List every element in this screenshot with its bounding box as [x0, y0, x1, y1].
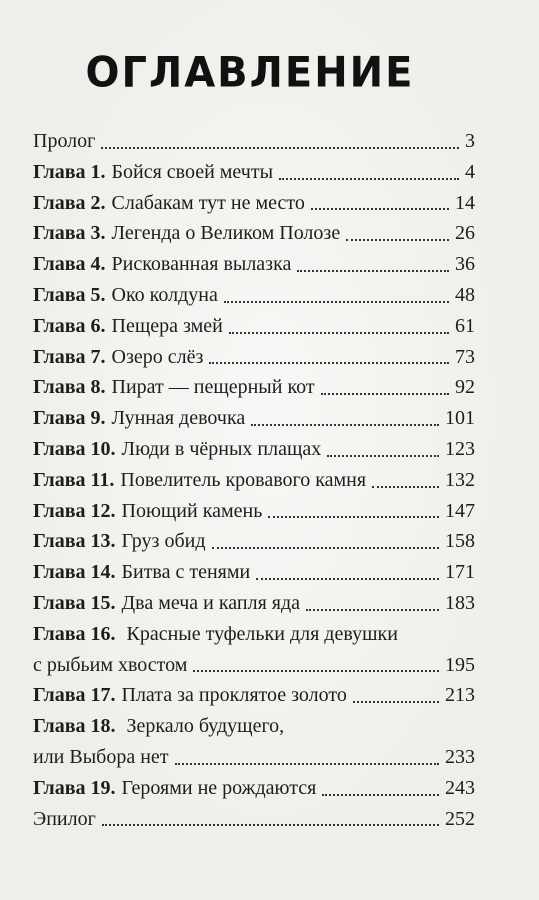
entry-title: Битва с тенями — [121, 561, 251, 584]
toc-entry-chapter-1[interactable] — [33, 157, 475, 188]
chapter-label: Глава 9. — [33, 407, 106, 430]
dot-leader — [322, 794, 439, 796]
entry-page: 233 — [445, 745, 475, 768]
chapter-label: Глава 10. — [33, 437, 116, 460]
toc-entry-chapter-15[interactable] — [33, 588, 475, 619]
entry-page: 14 — [455, 191, 475, 214]
toc-entry-chapter-6[interactable] — [33, 311, 475, 342]
dot-leader — [279, 178, 459, 180]
entry-title: Пролог — [33, 130, 96, 152]
dot-leader — [321, 393, 449, 395]
chapter-label: Глава 15. — [33, 591, 116, 614]
chapter-label: Глава 1. — [33, 160, 106, 183]
entry-title: Героями не рождаются — [121, 776, 317, 799]
entry-page: 36 — [455, 253, 475, 276]
toc-entry-chapter-3[interactable] — [33, 218, 475, 249]
dot-leader — [311, 208, 449, 210]
entry-page: 243 — [445, 776, 475, 799]
entry-title: Люди в чёрных плащах — [121, 437, 322, 460]
dot-leader — [353, 701, 439, 703]
toc-entry-chapter-19[interactable] — [33, 773, 475, 804]
entry-title: Эпилог — [33, 807, 96, 830]
toc-entry-chapter-11[interactable] — [33, 465, 475, 496]
entry-line-1 — [33, 619, 475, 650]
chapter-label: Глава 3. — [33, 222, 106, 245]
entry-page: 252 — [445, 807, 475, 830]
entry-title-continued: или Выбора нет — [33, 745, 169, 768]
entry-line-1 — [33, 711, 475, 742]
entry-title: Груз обид — [121, 530, 206, 553]
toc-entry-chapter-14[interactable] — [33, 557, 475, 588]
toc-entry-chapter-2[interactable] — [33, 188, 475, 219]
entry-page: 73 — [455, 345, 475, 368]
entry-title: Озеро слёз — [111, 345, 204, 368]
chapter-label: Глава 13. — [33, 530, 116, 553]
chapter-label: Глава 5. — [33, 283, 106, 306]
entry-title: Слабакам тут не место — [111, 191, 305, 214]
dot-leader — [229, 332, 449, 334]
entry-line-2 — [33, 742, 475, 773]
dot-leader — [372, 486, 439, 488]
entry-page: 213 — [445, 684, 475, 707]
toc-entry-chapter-12[interactable] — [33, 496, 475, 527]
entry-title: Око колдуна — [111, 283, 218, 306]
toc-entry-chapter-10[interactable] — [33, 434, 475, 465]
chapter-label: Глава 8. — [33, 376, 106, 399]
toc-entry-chapter-5[interactable] — [33, 280, 475, 311]
entry-page: 158 — [445, 530, 475, 553]
chapter-label: Глава 12. — [33, 499, 116, 522]
entry-title: Пещера змей — [111, 314, 223, 337]
chapter-label: Глава 2. — [33, 191, 106, 214]
chapter-label: Глава 14. — [33, 561, 116, 584]
entry-page: 183 — [445, 591, 475, 614]
dot-leader — [193, 670, 439, 672]
toc-entry-chapter-9[interactable] — [33, 403, 475, 434]
entry-title: Плата за проклятое золото — [121, 684, 347, 707]
entry-title: Лунная девочка — [111, 407, 246, 430]
chapter-label: Глава 16. — [33, 622, 116, 645]
dot-leader — [212, 547, 440, 549]
entry-page: 171 — [445, 561, 475, 584]
entry-title: Два меча и капля яда — [121, 591, 301, 614]
chapter-label: Глава 17. — [33, 684, 116, 707]
toc-entry-prologue[interactable] — [33, 126, 475, 157]
chapter-label: Глава 11. — [33, 468, 115, 491]
dot-leader — [102, 824, 439, 826]
toc-entry-chapter-8[interactable] — [33, 372, 475, 403]
entry-page: 26 — [455, 222, 475, 245]
entry-page: 132 — [445, 468, 475, 491]
dot-leader — [327, 455, 439, 457]
toc-entry-chapter-13[interactable] — [33, 526, 475, 557]
dot-leader — [268, 516, 439, 518]
dot-leader — [175, 763, 439, 765]
toc-entry-chapter-7[interactable] — [33, 342, 475, 373]
entry-title: Бойся своей мечты — [111, 160, 274, 183]
dot-leader — [209, 362, 449, 364]
dot-leader — [306, 609, 439, 611]
entry-title: Рискованная вылазка — [111, 253, 292, 276]
entry-line-2 — [33, 650, 475, 681]
entry-title: Красные туфельки для девушки — [126, 622, 398, 645]
dot-leader — [101, 147, 459, 149]
toc-entry-epilogue[interactable] — [33, 804, 475, 835]
toc-entry-chapter-17[interactable] — [33, 680, 475, 711]
entry-title-continued: с рыбьим хвостом — [33, 653, 188, 676]
entry-page: 92 — [455, 376, 475, 399]
dot-leader — [251, 424, 439, 426]
entry-page: 101 — [445, 407, 475, 430]
chapter-label: Глава 19. — [33, 776, 116, 799]
chapter-label: Глава 7. — [33, 345, 106, 368]
toc-entry-chapter-16[interactable] — [33, 619, 475, 681]
entry-title: Повелитель кровавого камня — [120, 468, 367, 491]
dot-leader — [224, 301, 449, 303]
entry-title: Пират — пещерный кот — [111, 376, 315, 399]
entry-title: Зеркало будущего, — [126, 715, 285, 738]
entry-page: 123 — [445, 437, 475, 460]
table-of-contents — [33, 126, 475, 834]
dot-leader — [256, 578, 439, 580]
entry-page: 3 — [465, 130, 475, 152]
toc-entry-chapter-4[interactable] — [33, 249, 475, 280]
entry-page: 4 — [465, 160, 475, 183]
entry-page: 48 — [455, 283, 475, 306]
chapter-label: Глава 4. — [33, 253, 106, 276]
toc-entry-chapter-18[interactable] — [33, 711, 475, 773]
dot-leader — [346, 239, 449, 241]
chapter-label: Глава 18. — [33, 715, 116, 738]
entry-page: 61 — [455, 314, 475, 337]
entry-title: Легенда о Великом Полозе — [111, 222, 341, 245]
entry-page: 147 — [445, 499, 475, 522]
chapter-label: Глава 6. — [33, 314, 106, 337]
dot-leader — [297, 270, 449, 272]
page-title: ОГЛАВЛЕНИЕ — [85, 48, 415, 98]
entry-title: Поющий камень — [121, 499, 263, 522]
entry-page: 195 — [445, 653, 475, 676]
